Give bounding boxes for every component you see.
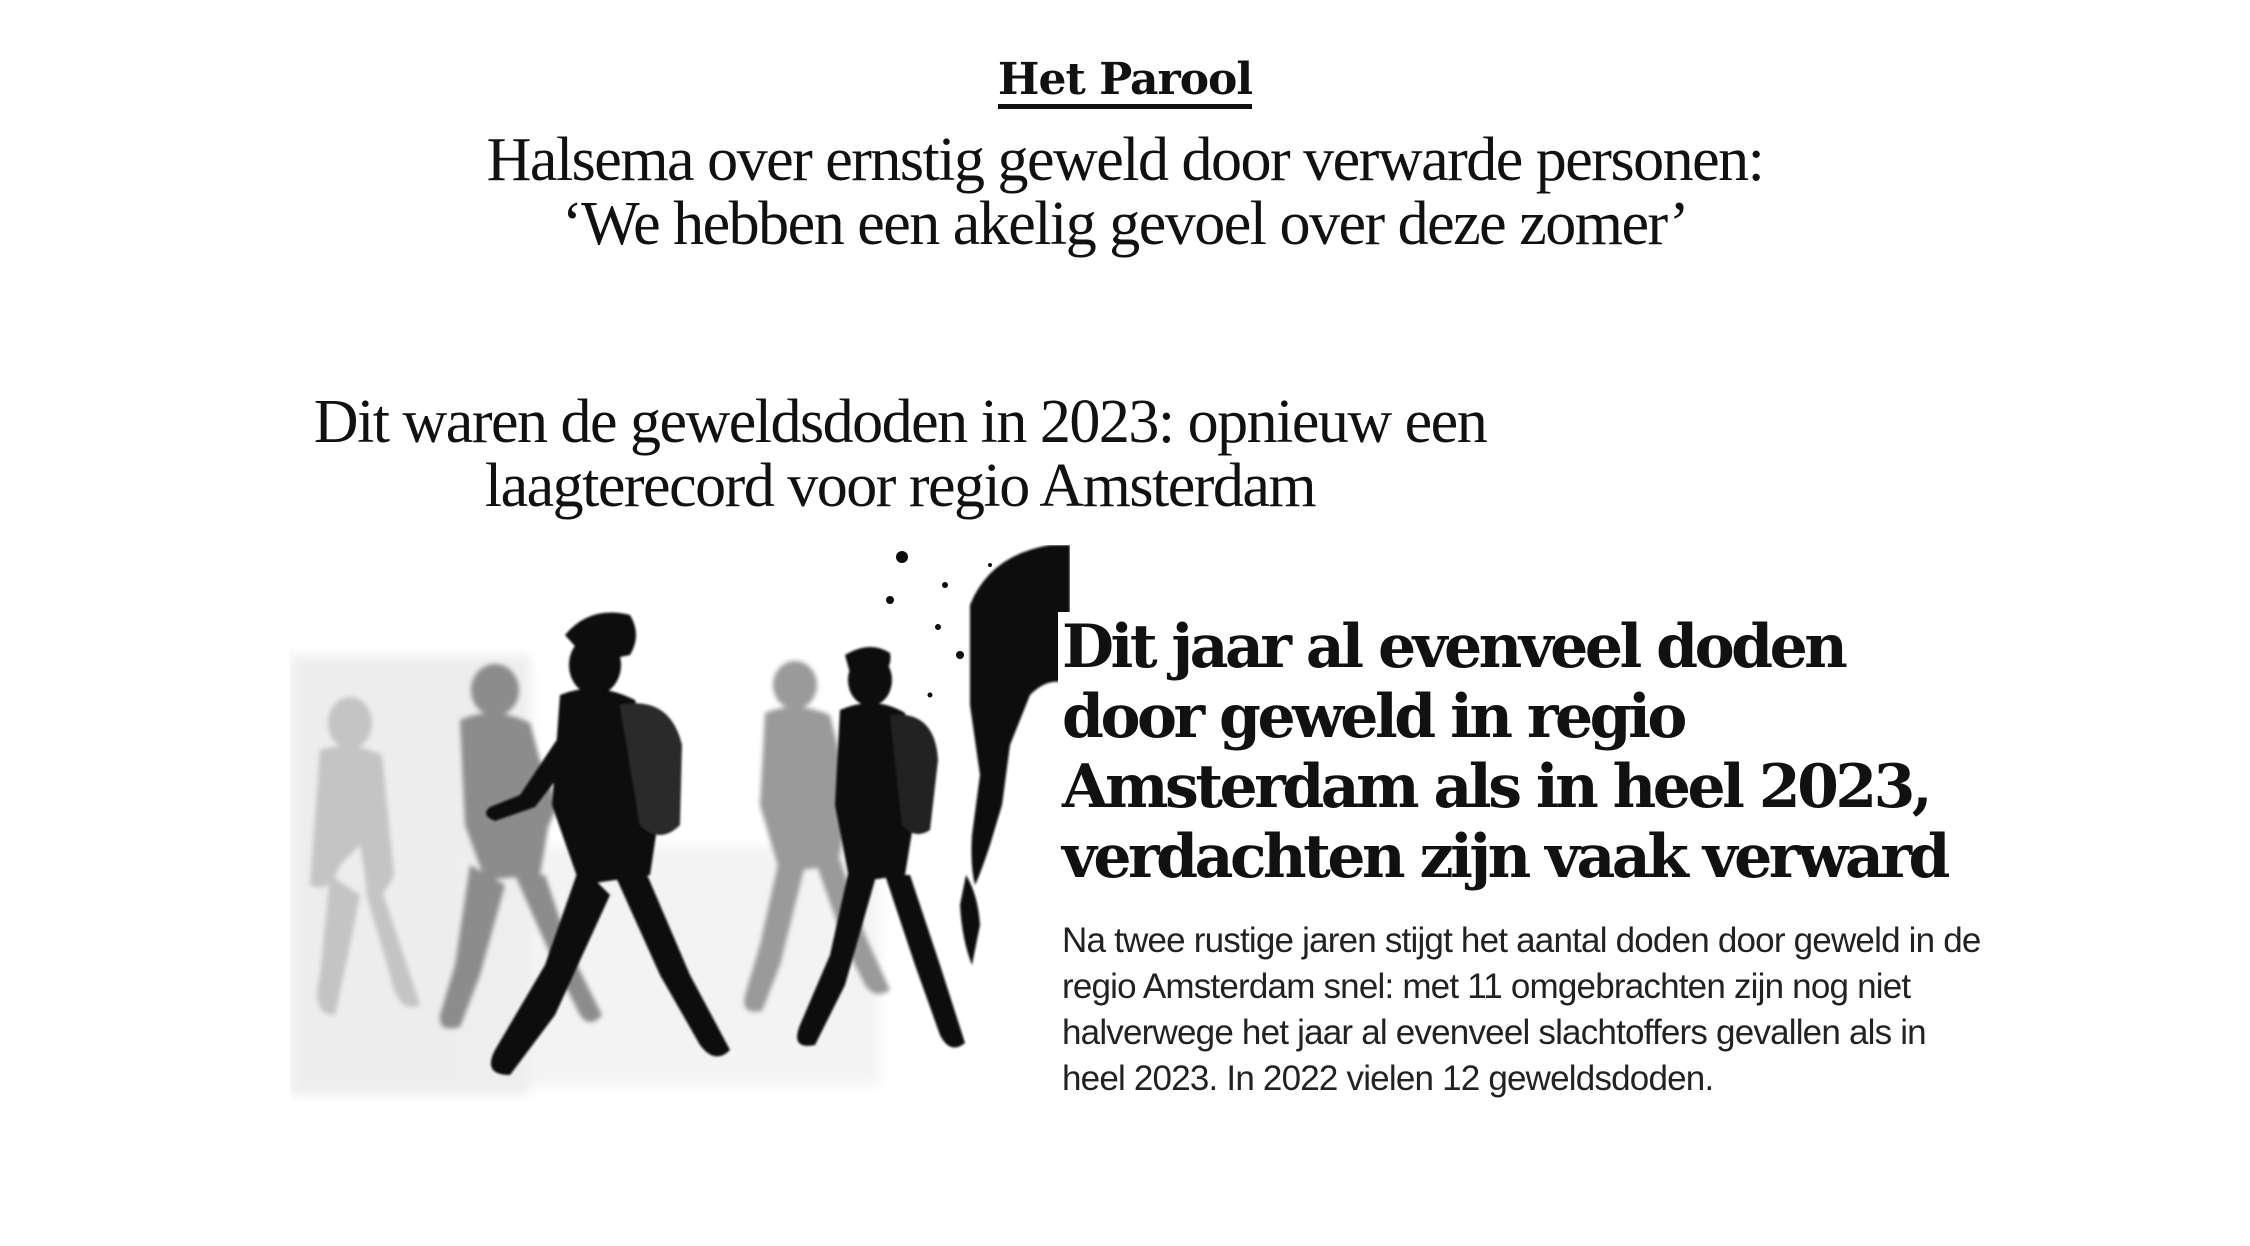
brand-name: Het Parool xyxy=(998,58,1252,109)
feature-lede: Na twee rustige jaren stijgt het aantal doden door geweld in de regio Amsterdam snel: met 11 omgebrachten zijn nog niet halverwege het jaar al evenveel slachtoffers gevallen als in heel 2023. In 2022 vielen 12 geweldsdoden. xyxy=(1058,918,1982,1102)
masthead-logo[interactable] xyxy=(0,54,2250,109)
feature-headline[interactable]: Dit jaar al evenveel doden door geweld in regio Amsterdam als in heel 2023, verdachten zijn vaak verward xyxy=(1058,612,1982,892)
article-headline-geweldsdoden-2023[interactable]: Dit waren de geweldsdoden in 2023: opnieuw een laagterecord voor regio Amsterdam xyxy=(313,388,1487,520)
article-headline-halsema[interactable]: Halsema over ernstig geweld door verwarde personen: ‘We hebben een akelig gevoel over deze zomer’ xyxy=(486,126,1764,258)
walking-figures-illustration-icon xyxy=(290,545,1070,1100)
feature-illustration[interactable] xyxy=(290,545,1070,1100)
